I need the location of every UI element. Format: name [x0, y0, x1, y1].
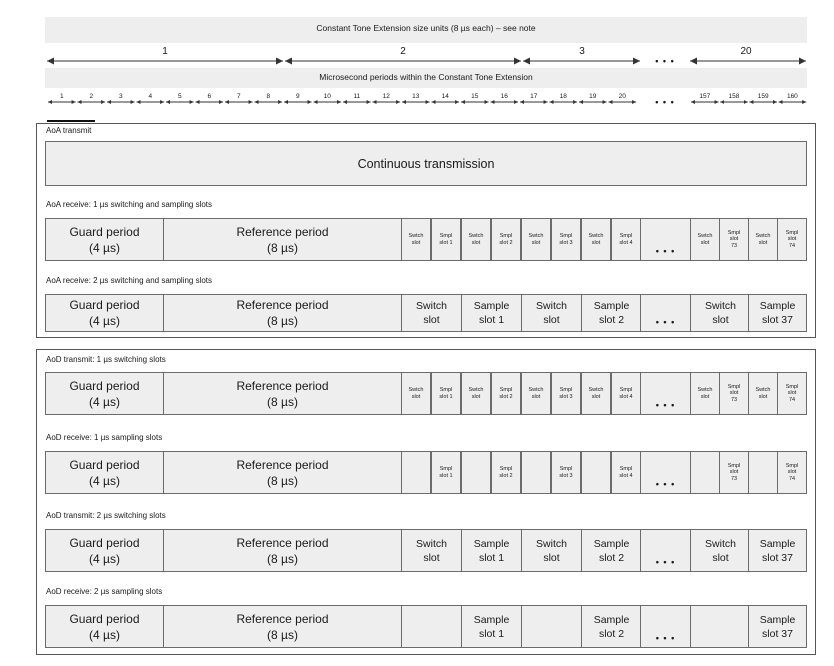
microsecond-label: 16: [500, 93, 508, 100]
microsecond-label: 4: [148, 93, 153, 100]
slot-6: Smpl slot 3: [551, 451, 581, 494]
slot-5: Swtch slot: [521, 218, 551, 261]
slot-5: Swtch slot: [521, 372, 551, 415]
slot-2: Sample slot 1: [461, 529, 522, 572]
slot-4: Smpl slot 2: [491, 218, 521, 261]
slot-3: Switch slot: [521, 294, 582, 332]
reference-period: Reference period (8 µs): [163, 294, 402, 332]
microsecond-label: 10: [323, 93, 331, 100]
slot-3: [521, 605, 582, 648]
guard-period: Guard period (4 µs): [45, 529, 164, 572]
microsecond-label: 13: [412, 93, 420, 100]
reference-period: Reference period (8 µs): [163, 372, 402, 415]
slot-5: [690, 605, 751, 648]
slot-ellipsis: • • •: [640, 372, 691, 415]
slot-3: Swtch slot: [461, 218, 491, 261]
slot-7: [581, 451, 611, 494]
slot-1: Switch slot: [401, 294, 462, 332]
microsecond-label: 19: [589, 93, 597, 100]
slot-6: Smpl slot 3: [551, 218, 581, 261]
slot-4: Sample slot 2: [581, 294, 642, 332]
slot-1: Swtch slot: [401, 218, 431, 261]
microsecond-label: 8: [266, 93, 271, 100]
slot-5: [521, 451, 551, 494]
aod-tx-2us-label: AoD transmit: 2 µs switching slots: [46, 511, 166, 520]
microsecond-label: 18: [559, 93, 567, 100]
slot-2: Smpl slot 1: [431, 451, 461, 494]
unit-label-3: 3: [579, 46, 585, 57]
aod-tx-1us-label: AoD transmit: 1 µs switching slots: [46, 355, 166, 364]
slot-6: Sample slot 37: [748, 294, 807, 332]
slot-4: Sample slot 2: [581, 529, 642, 572]
guard-period: Guard period (4 µs): [45, 372, 164, 415]
unit-label-2: 2: [400, 46, 406, 57]
slot-12: Smpl slot 74: [777, 218, 807, 261]
microsecond-label: 12: [382, 93, 390, 100]
slot-11: [748, 451, 778, 494]
slot-ellipsis: • • •: [640, 451, 691, 494]
aoa-rx-1us-label: AoA receive: 1 µs switching and sampling slots: [46, 200, 213, 209]
slot-4: Smpl slot 2: [491, 451, 521, 494]
microsecond-label: 3: [118, 93, 123, 100]
reference-period: Reference period (8 µs): [163, 218, 402, 261]
microsecond-label: 14: [441, 93, 449, 100]
aoa-transmit-tab: [47, 120, 95, 122]
slot-3: Switch slot: [521, 529, 582, 572]
reference-period: Reference period (8 µs): [163, 451, 402, 494]
microsecond-label: 6: [207, 93, 212, 100]
slot-2: Smpl slot 1: [431, 218, 461, 261]
slot-3: Swtch slot: [461, 372, 491, 415]
slot-5: Switch slot: [690, 529, 751, 572]
microsecond-label: 5: [177, 93, 182, 100]
slot-11: Swtch slot: [748, 218, 778, 261]
microsecond-title: Microsecond periods within the Constant Tone Extension: [319, 72, 533, 82]
microsecond-label: 20: [618, 93, 626, 100]
slot-8: Smpl slot 4: [611, 372, 641, 415]
slot-1: [401, 451, 431, 494]
aod-rx-1us-label: AoD receive: 1 µs sampling slots: [46, 433, 163, 442]
slot-8: Smpl slot 4: [611, 218, 641, 261]
slot-7: Swtch slot: [581, 218, 611, 261]
microsecond-label: 2: [89, 93, 94, 100]
slot-1: Swtch slot: [401, 372, 431, 415]
slot-6: Sample slot 37: [748, 605, 807, 648]
slot-2: Sample slot 1: [461, 294, 522, 332]
slot-ellipsis: • • •: [640, 529, 691, 572]
microsecond-label: 9: [295, 93, 300, 100]
guard-period: Guard period (4 µs): [45, 451, 164, 494]
unit-label-20: 20: [740, 46, 752, 57]
microsecond-label: 1: [59, 93, 64, 100]
slot-4: Smpl slot 2: [491, 372, 521, 415]
slot-9: [690, 451, 720, 494]
slot-10: Smpl slot 73: [719, 218, 749, 261]
aod-rx-2us-label: AoD receive: 2 µs sampling slots: [46, 587, 163, 596]
slot-2: Sample slot 1: [461, 605, 522, 648]
reference-period: Reference period (8 µs): [163, 605, 402, 648]
aoa-rx-2us-label: AoA receive: 2 µs switching and sampling slots: [46, 276, 213, 285]
slot-1: Switch slot: [401, 529, 462, 572]
slot-12: Smpl slot 74: [777, 451, 807, 494]
slot-10: Smpl slot 73: [719, 451, 749, 494]
slot-9: Swtch slot: [690, 372, 720, 415]
slot-6: Sample slot 37: [748, 529, 807, 572]
continuous-transmission-box: Continuous transmission: [45, 141, 807, 186]
reference-period: Reference period (8 µs): [163, 529, 402, 572]
slot-ellipsis: • • •: [640, 294, 691, 332]
slot-12: Smpl slot 74: [777, 372, 807, 415]
slot-9: Swtch slot: [690, 218, 720, 261]
microsecond-label: 17: [530, 93, 538, 100]
microsecond-label: 11: [353, 93, 361, 100]
guard-period: Guard period (4 µs): [45, 294, 164, 332]
slot-4: Sample slot 2: [581, 605, 642, 648]
microsecond-label: 159: [757, 93, 769, 100]
slot-10: Smpl slot 73: [719, 372, 749, 415]
slot-ellipsis: • • •: [640, 218, 691, 261]
units-ellipsis: • • •: [655, 56, 675, 66]
slot-3: [461, 451, 491, 494]
slot-ellipsis: • • •: [640, 605, 691, 648]
slot-7: Swtch slot: [581, 372, 611, 415]
slot-1: [401, 605, 462, 648]
microsecond-ellipsis: • • •: [655, 97, 675, 107]
slot-2: Smpl slot 1: [431, 372, 461, 415]
guard-period: Guard period (4 µs): [45, 605, 164, 648]
unit-label-1: 1: [162, 46, 168, 57]
slot-8: Smpl slot 4: [611, 451, 641, 494]
slot-5: Switch slot: [690, 294, 751, 332]
aoa-transmit-label: AoA transmit: [46, 126, 92, 135]
microsecond-label: 158: [728, 93, 740, 100]
slot-11: Swtch slot: [748, 372, 778, 415]
microsecond-label: 157: [699, 93, 711, 100]
microsecond-label: 15: [471, 93, 479, 100]
guard-period: Guard period (4 µs): [45, 218, 164, 261]
cte-units-title: Constant Tone Extension size units (8 µs each) – see note: [316, 23, 536, 33]
microsecond-label: 160: [786, 93, 798, 100]
microsecond-label: 7: [236, 93, 241, 100]
slot-6: Smpl slot 3: [551, 372, 581, 415]
